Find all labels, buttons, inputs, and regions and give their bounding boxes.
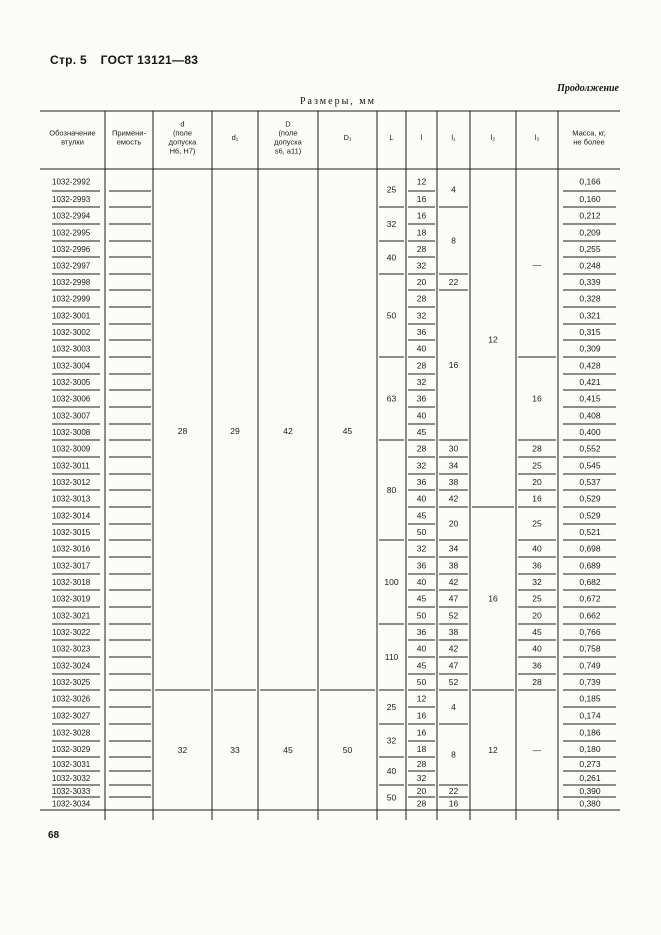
col-header-0: Обозначение: [49, 128, 96, 138]
mass-cell: 0,672: [579, 593, 601, 604]
col-header-3: d₁: [231, 133, 239, 142]
mass-cell: 0,166: [579, 176, 601, 187]
code-cell: 1032-3027: [52, 711, 91, 721]
col-header-4: (поле: [278, 128, 298, 138]
mass-cell: 0,682: [579, 577, 601, 587]
l3-cell: 25: [532, 460, 542, 471]
code-cell: 1032-2995: [52, 228, 91, 238]
l-cell: 32: [416, 260, 427, 271]
D-cell: 42: [283, 426, 293, 436]
code-cell: 1032-3007: [52, 411, 91, 421]
code-cell: 1032-3025: [52, 678, 91, 687]
col-header-8: l₁: [451, 133, 456, 142]
L-cell: 40: [386, 252, 397, 263]
l-cell: 32: [416, 310, 427, 321]
l-cell: 18: [416, 227, 427, 238]
L-cell: 100: [384, 577, 399, 587]
l-cell: 20: [416, 786, 427, 796]
l3-cell: 36: [532, 560, 542, 571]
l1-cell: 22: [448, 277, 459, 287]
mass-cell: 0,698: [579, 543, 601, 554]
code-cell: 1032-3018: [52, 578, 91, 587]
mass-cell: 0,537: [579, 477, 601, 487]
code-cell: 1032-3021: [52, 611, 91, 621]
l3-cell: 40: [532, 643, 542, 654]
l3-cell: 45: [532, 627, 542, 637]
mass-cell: 0,321: [579, 310, 601, 321]
l3-cell: 40: [532, 543, 542, 554]
l3-cell: 20: [532, 477, 542, 487]
l1-cell: 42: [448, 493, 459, 504]
col-header-2: допуска: [168, 137, 197, 147]
col-header-2: (поле: [172, 128, 193, 138]
l-cell: 32: [416, 773, 427, 783]
l1-cell: 34: [448, 460, 459, 471]
sizes-caption: Размеры, мм: [300, 96, 376, 107]
mass-cell: 0,186: [579, 727, 601, 738]
l2-cell: 12: [488, 745, 498, 755]
code-cell: 1032-3024: [52, 661, 91, 671]
l-cell: 36: [416, 327, 427, 337]
l-cell: 28: [416, 798, 427, 809]
code-cell: 1032-3013: [52, 494, 91, 504]
L-cell: 50: [386, 310, 397, 321]
mass-cell: 0,749: [579, 660, 601, 671]
l1-cell: 16: [448, 798, 459, 809]
col-header-11: не более: [573, 137, 605, 147]
l1-cell: 52: [448, 610, 459, 621]
mass-cell: 0,739: [579, 677, 601, 687]
code-cell: 1032-2994: [52, 211, 91, 221]
l-cell: 28: [416, 443, 427, 454]
L-cell: 32: [386, 219, 397, 229]
code-cell: 1032-2993: [52, 195, 91, 204]
l2-cell: 16: [488, 593, 498, 604]
code-cell: 1032-3017: [52, 561, 91, 571]
l-cell: 20: [416, 277, 427, 287]
l3-cell: 16: [532, 493, 542, 504]
L-cell: 40: [386, 766, 397, 776]
col-header-4: допуска: [274, 137, 302, 147]
l-cell: 50: [416, 527, 427, 537]
l1-cell: 38: [448, 627, 459, 637]
mass-cell: 0,273: [579, 759, 601, 769]
code-cell: 1032-3006: [52, 394, 91, 404]
code-cell: 1032-3023: [52, 644, 91, 654]
code-cell: 1032-2996: [52, 245, 91, 254]
mass-cell: 0,662: [579, 610, 601, 621]
col-header-0: втулки: [61, 137, 84, 147]
col-header-10: l₃: [534, 133, 540, 142]
l3-cell: 16: [532, 393, 542, 404]
code-cell: 1032-3031: [52, 760, 91, 769]
l-cell: 40: [416, 577, 427, 587]
mass-cell: 0,339: [579, 277, 601, 287]
L-cell: 25: [386, 184, 397, 195]
l-cell: 16: [416, 210, 427, 221]
mass-cell: 0,421: [579, 377, 601, 387]
l1-cell: 16: [448, 360, 459, 370]
page-number: 68: [48, 830, 60, 841]
L-cell: 63: [386, 393, 397, 404]
l-cell: 28: [416, 759, 427, 769]
code-cell: 1032-2998: [52, 278, 91, 287]
l-cell: 40: [416, 410, 427, 421]
code-cell: 1032-3016: [52, 544, 91, 554]
mass-cell: 0,552: [579, 443, 601, 454]
l1-cell: 4: [451, 184, 456, 195]
code-cell: 1032-3033: [52, 787, 91, 796]
l3-cell: 28: [532, 677, 542, 687]
l1-cell: 38: [448, 560, 459, 571]
L-cell: 50: [386, 792, 397, 803]
col-header-1: емость: [116, 137, 142, 147]
code-cell: 1032-3009: [52, 444, 91, 454]
l1-cell: 42: [448, 577, 459, 587]
d-cell: 28: [177, 426, 188, 436]
mass-cell: 0,390: [579, 786, 601, 796]
code-cell: 1032-3019: [52, 594, 91, 604]
mass-cell: 0,309: [579, 343, 601, 354]
col-header-2: H6, H7): [169, 146, 196, 156]
l3-cell: 20: [532, 610, 542, 621]
mass-cell: 0,380: [579, 798, 601, 809]
mass-cell: 0,212: [579, 210, 601, 221]
code-cell: 1032-3028: [52, 728, 91, 738]
mass-cell: 0,545: [579, 460, 601, 471]
l-cell: 28: [416, 293, 427, 304]
l-cell: 40: [416, 643, 427, 654]
l1-cell: 47: [448, 660, 459, 671]
l1-cell: 52: [448, 677, 459, 687]
code-cell: 1032-2997: [52, 261, 91, 271]
d1-cell: 33: [230, 745, 240, 755]
l-cell: 40: [416, 493, 427, 504]
mass-cell: 0,209: [579, 227, 601, 238]
mass-cell: 0,248: [579, 260, 601, 271]
l-cell: 32: [416, 460, 427, 471]
l-cell: 36: [416, 627, 427, 637]
l1-cell: 34: [448, 543, 459, 554]
l-cell: 50: [416, 677, 427, 687]
l-cell: 18: [416, 744, 427, 754]
l1-cell: 38: [448, 477, 459, 487]
l3-cell: 32: [532, 577, 542, 587]
l-cell: 36: [416, 393, 427, 404]
code-cell: 1032-3011: [52, 461, 90, 471]
page-ref: Стр. 5: [50, 53, 88, 67]
L-cell: 25: [386, 702, 397, 712]
l-cell: 16: [416, 194, 427, 204]
l3-cell: —: [532, 259, 542, 270]
code-cell: 1032-3015: [52, 528, 91, 537]
l-cell: 45: [416, 593, 427, 604]
l-cell: 12: [416, 176, 427, 187]
code-cell: 1032-3022: [52, 628, 91, 637]
l1-cell: 4: [451, 702, 456, 712]
l3-cell: —: [532, 745, 542, 755]
col-header-6: L: [389, 133, 394, 142]
l-cell: 16: [416, 727, 427, 738]
l-cell: 45: [416, 427, 427, 437]
code-cell: 1032-3034: [52, 799, 91, 809]
l1-cell: 47: [448, 593, 459, 604]
L-cell: 110: [384, 652, 399, 662]
d-cell: 32: [177, 745, 188, 755]
l1-cell: 42: [448, 643, 459, 654]
mass-cell: 0,315: [579, 327, 601, 337]
l1-cell: 22: [448, 786, 459, 796]
l-cell: 32: [416, 543, 427, 554]
mass-cell: 0,328: [579, 293, 601, 304]
mass-cell: 0,408: [579, 410, 601, 421]
code-cell: 1032-3002: [52, 328, 91, 337]
l-cell: 45: [416, 660, 427, 671]
code-cell: 1032-3014: [52, 511, 91, 521]
l1-cell: 8: [451, 235, 456, 246]
l3-cell: 36: [532, 660, 542, 671]
mass-cell: 0,529: [579, 510, 601, 521]
code-cell: 1032-3026: [52, 694, 91, 704]
code-cell: 1032-2999: [52, 294, 91, 304]
code-cell: 1032-3003: [52, 344, 91, 354]
d1-cell: 29: [230, 426, 240, 436]
mass-cell: 0,400: [579, 427, 601, 437]
mass-cell: 0,185: [579, 693, 601, 704]
mass-cell: 0,180: [579, 744, 601, 754]
l-cell: 40: [416, 343, 427, 354]
mass-cell: 0,766: [579, 627, 601, 637]
col-header-7: l: [420, 133, 423, 142]
l3-cell: 28: [532, 443, 542, 454]
mass-cell: 0,529: [579, 493, 601, 504]
l3-cell: 25: [532, 593, 542, 604]
l1-cell: 8: [451, 749, 456, 760]
l-cell: 28: [416, 244, 427, 254]
mass-cell: 0,261: [579, 773, 601, 783]
mass-cell: 0,160: [579, 194, 601, 204]
code-cell: 1032-3001: [52, 311, 91, 321]
code-cell: 1032-3012: [52, 478, 91, 487]
code-cell: 1032-3032: [52, 774, 91, 783]
mass-cell: 0,415: [579, 393, 601, 404]
l-cell: 12: [416, 693, 427, 704]
col-header-9: l₂: [490, 133, 496, 142]
D-cell: 45: [283, 745, 293, 755]
mass-cell: 0,689: [579, 560, 601, 571]
D1-cell: 50: [342, 745, 353, 755]
code-cell: 1032-3004: [52, 361, 91, 371]
mass-cell: 0,521: [579, 527, 601, 537]
standard-number: ГОСТ 13121—83: [100, 53, 199, 67]
l1-cell: 30: [448, 443, 459, 454]
l-cell: 16: [416, 710, 427, 721]
mass-cell: 0,255: [579, 244, 601, 254]
l1-cell: 20: [448, 518, 459, 529]
continuation-label: Продолжение: [557, 83, 619, 94]
code-cell: 1032-3029: [52, 745, 91, 754]
col-header-2: d: [180, 119, 185, 129]
col-header-4: D: [285, 119, 291, 129]
L-cell: 32: [386, 735, 397, 746]
l-cell: 36: [416, 477, 427, 487]
col-header-1: Примени-: [112, 128, 146, 138]
mass-cell: 0,758: [579, 643, 601, 654]
code-cell: 1032-3008: [52, 428, 91, 437]
col-header-4: s6, a11): [274, 146, 302, 156]
D1-cell: 45: [342, 426, 353, 436]
col-header-5: D₁: [343, 133, 352, 142]
l3-cell: 25: [532, 518, 542, 529]
mass-cell: 0,174: [579, 710, 601, 721]
l-cell: 36: [416, 560, 427, 571]
l-cell: 50: [416, 610, 427, 621]
mass-cell: 0,428: [579, 360, 601, 371]
code-cell: 1032-2992: [52, 177, 91, 187]
l-cell: 45: [416, 510, 427, 521]
l-cell: 28: [416, 360, 427, 371]
code-cell: 1032-3005: [52, 378, 91, 387]
col-header-11: Масса, кг,: [572, 128, 606, 138]
l2-cell: 12: [488, 334, 498, 345]
l-cell: 32: [416, 377, 427, 387]
L-cell: 80: [386, 485, 397, 495]
